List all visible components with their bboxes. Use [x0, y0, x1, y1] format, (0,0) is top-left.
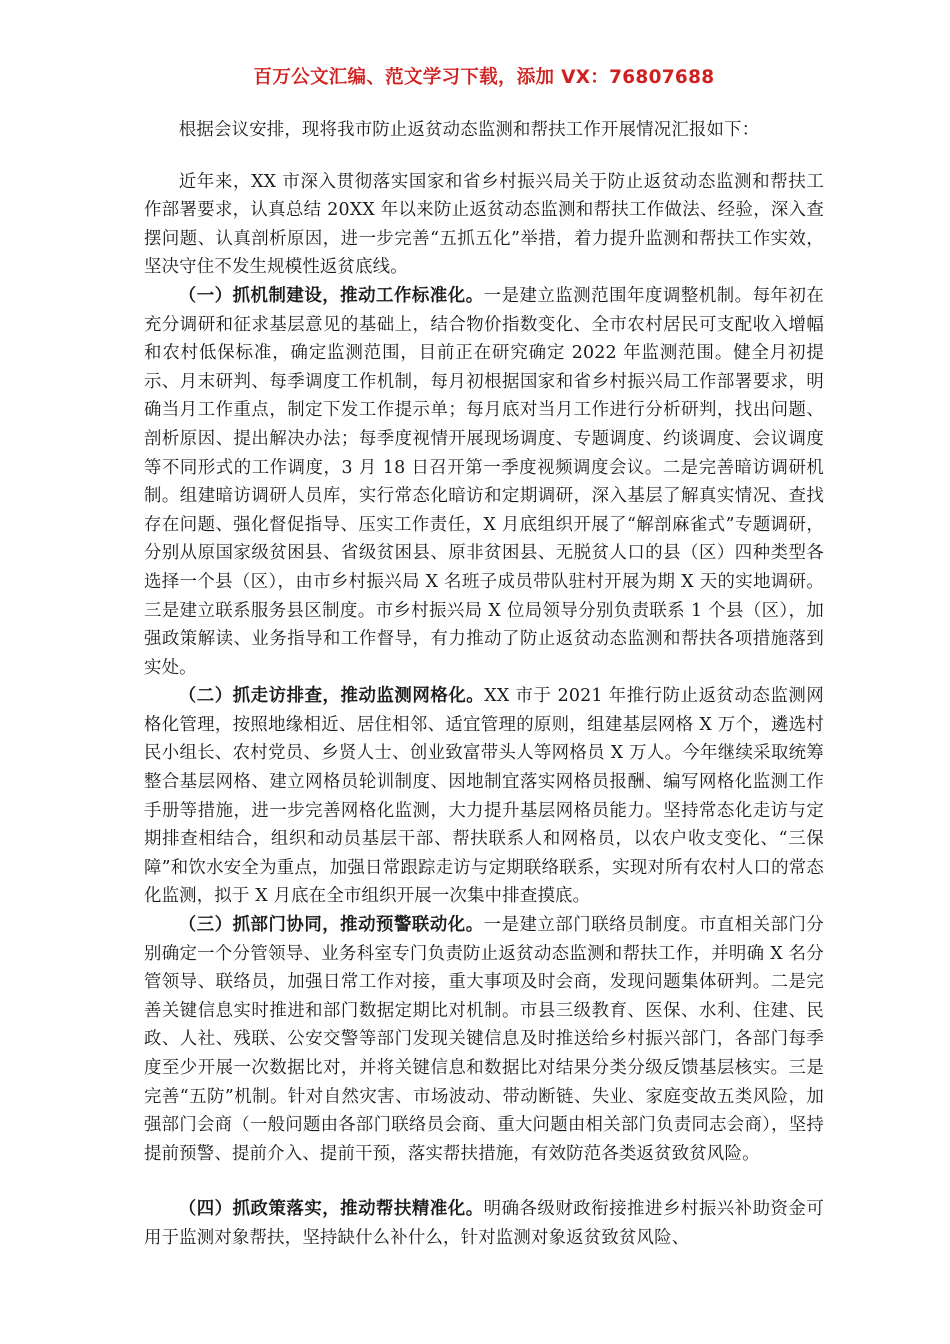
document-header: 百万公文汇编、范文学习下载，添加 VX：76807688	[253, 67, 715, 88]
overview-paragraph: 近年来，XX 市深入贯彻落实国家和省乡村振兴局关于防止返贫动态监测和帮扶工作部署要求，认真总结 20XX 年以来防止返贫动态监测和帮扶工作做法、经验，深入查摆问题、认真剖析原因，进一步完善“五抓五化”举措，着力提升监测和帮扶工作实效，坚决守住不发生规模性返贫底线。	[144, 171, 824, 278]
section-3-paragraph	[144, 911, 824, 1168]
section-1-heading: （一）抓机制建设，推动工作标准化。	[178, 285, 484, 306]
document-page	[144, 62, 824, 1253]
intro-paragraph: 根据会议安排，现将我市防止返贫动态监测和帮扶工作开展情况汇报如下：	[178, 120, 760, 140]
section-2-body: XX 市于 2021 年推行防止返贫动态监测网格化管理，按照地缘相近、居住相邻、适宜管理的原则，组建基层网格 X 万个，遴选村民小组长、农村党员、乡贤人士、创业致富带头人等网格员 X 万人。今年继续采取统筹整合基层网格、建立网格员轮训制度、因地制宜落实网格员报酬、编写网格化监测工作手册等措施，进一步完善网格化监测，大力提升基层网格员能力。坚持常态化走访与定期排查相结合，组织和动员基层干部、帮扶联系人和网格员，以农户收支变化、“三保障”和饮水安全为重点，加强日常跟踪走访与定期联络联系，实现对所有农村人口的常态化监测，拟于 X 月底在全市组织开展一次集中排查摸底。	[144, 686, 824, 907]
section-2-heading: （二）抓走访排查，推动监测网格化。	[178, 686, 485, 707]
section-4-heading: （四）抓政策落实，推动帮扶精准化。	[178, 1199, 484, 1220]
section-1-body: 一是建立监测范围年度调整机制。每年初在充分调研和征求基层意见的基础上，结合物价指数变化、全市农村居民可支配收入增幅和农村低保标准，确定监测范围，目前正在研究确定 2022 年监测范围。健全月初提示、月末研判、每季调度工作机制，每月初根据国家和省乡村振兴局工作部署要求，明确当月工作重点，制定下发工作提示单；每月底对当月工作进行分析研判，找出问题、剖析原因、提出解决办法；每季度视情开展现场调度、专题调度、约谈调度、会议调度等不同形式的工作调度，3 月 18 日召开第一季度视频调度会议。二是完善暗访调研机制。组建暗访调研人员库，实行常态化暗访和定期调研，深入基层了解真实情况、查找存在问题、强化督促指导、压实工作责任，X 月底组织开展了“解剖麻雀式”专题调研，分别从原国家级贫困县、省级贫困县、原非贫困县、无脱贫人口的县（区）四种类型各选择一个县（区），由市乡村振兴局 X 名班子成员带队驻村开展为期 X 天的实地调研。三是建立联系服务县区制度。市乡村振兴局 X 位局领导分别负责联系 1 个县（区），加强政策解读、业务指导和工作督导，有力推动了防止返贫动态监测和帮扶各项措施落到实处。	[144, 285, 824, 678]
section-3-heading: （三）抓部门协同，推动预警联动化。	[178, 915, 484, 936]
section-4-body: 明确各级财政衔接推进乡村振兴补助资金可用于监测对象帮扶，坚持缺什么补什么，针对监测对象返贫致贫风险、	[144, 1199, 824, 1248]
section-2-paragraph	[144, 682, 824, 911]
section-1-paragraph	[144, 282, 824, 682]
section-4-paragraph	[144, 1195, 824, 1252]
section-3-body: 一是建立部门联络员制度。市直相关部门分别确定一个分管领导、业务科室专门负责防止返贫动态监测和帮扶工作，并明确 X 名分管领导、联络员，加强日常工作对接，重大事项及时会商，发现问题集体研判。二是完善关键信息实时推进和部门数据定期比对机制。市县三级教育、医保、水利、住建、民政、人社、残联、公安交警等部门发现关键信息及时推送给乡村振兴部门，各部门每季度至少开展一次数据比对，并将关键信息和数据比对结果分类分级反馈基层核实。三是完善“五防”机制。针对自然灾害、市场波动、带动断链、失业、家庭变故五类风险，加强部门会商（一般问题由各部门联络员会商、重大问题由相关部门负责同志会商），坚持提前预警、提前介入、提前干预，落实帮扶措施，有效防范各类返贫致贫风险。	[144, 915, 824, 1164]
